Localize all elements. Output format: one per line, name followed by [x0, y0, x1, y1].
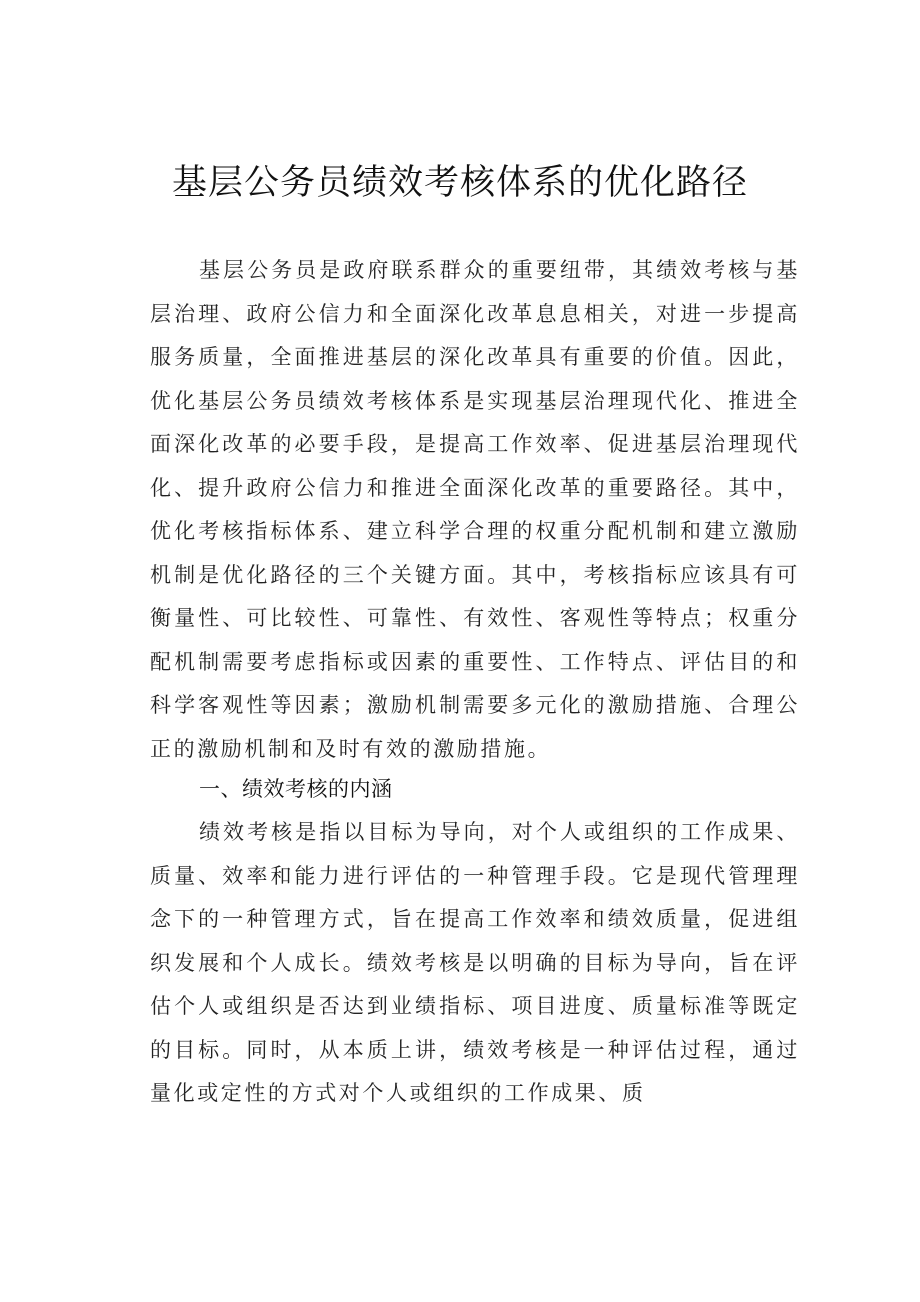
- document-title: 基层公务员绩效考核体系的优化路径: [171, 163, 748, 203]
- section-heading: 一、绩效考核的内涵: [199, 777, 393, 801]
- section-paragraph: 绩效考核是指以目标为导向，对个人或组织的工作成果、质量、效率和能力进行评估的一种管理手段。它是现代管理理念下的一种管理方式，旨在提高工作效率和绩效质量，促进组织发展和个人成长。绩效考核是以明确的目标为导向，旨在评估个人或组织是否达到业绩指标、项目进度、质量标准等既定的目标。同时，从本质上讲，绩效考核是一种评估过程，通过量化或定性的方式对个人或组织的工作成果、质: [150, 820, 800, 1105]
- intro-paragraph: 基层公务员是政府联系群众的重要纽带，其绩效考核与基层治理、政府公信力和全面深化改革息息相关，对进一步提高服务质量，全面推进基层的深化改革具有重要的价值。因此，优化基层公务员绩效考核体系是实现基层治理现代化、推进全面深化改革的必要手段，是提高工作效率、促进基层治理现代化、提升政府公信力和推进全面深化改革的重要路径。其中，优化考核指标体系、建立科学合理的权重分配机制和建立激励机制是优化路径的三个关键方面。其中，考核指标应该具有可衡量性、可比较性、可靠性、有效性、客观性等特点；权重分配机制需要考虑指标或因素的重要性、工作特点、评估目的和科学客观性等因素；激励机制需要多元化的激励措施、合理公正的激励机制和及时有效的激励措施。: [150, 258, 800, 761]
